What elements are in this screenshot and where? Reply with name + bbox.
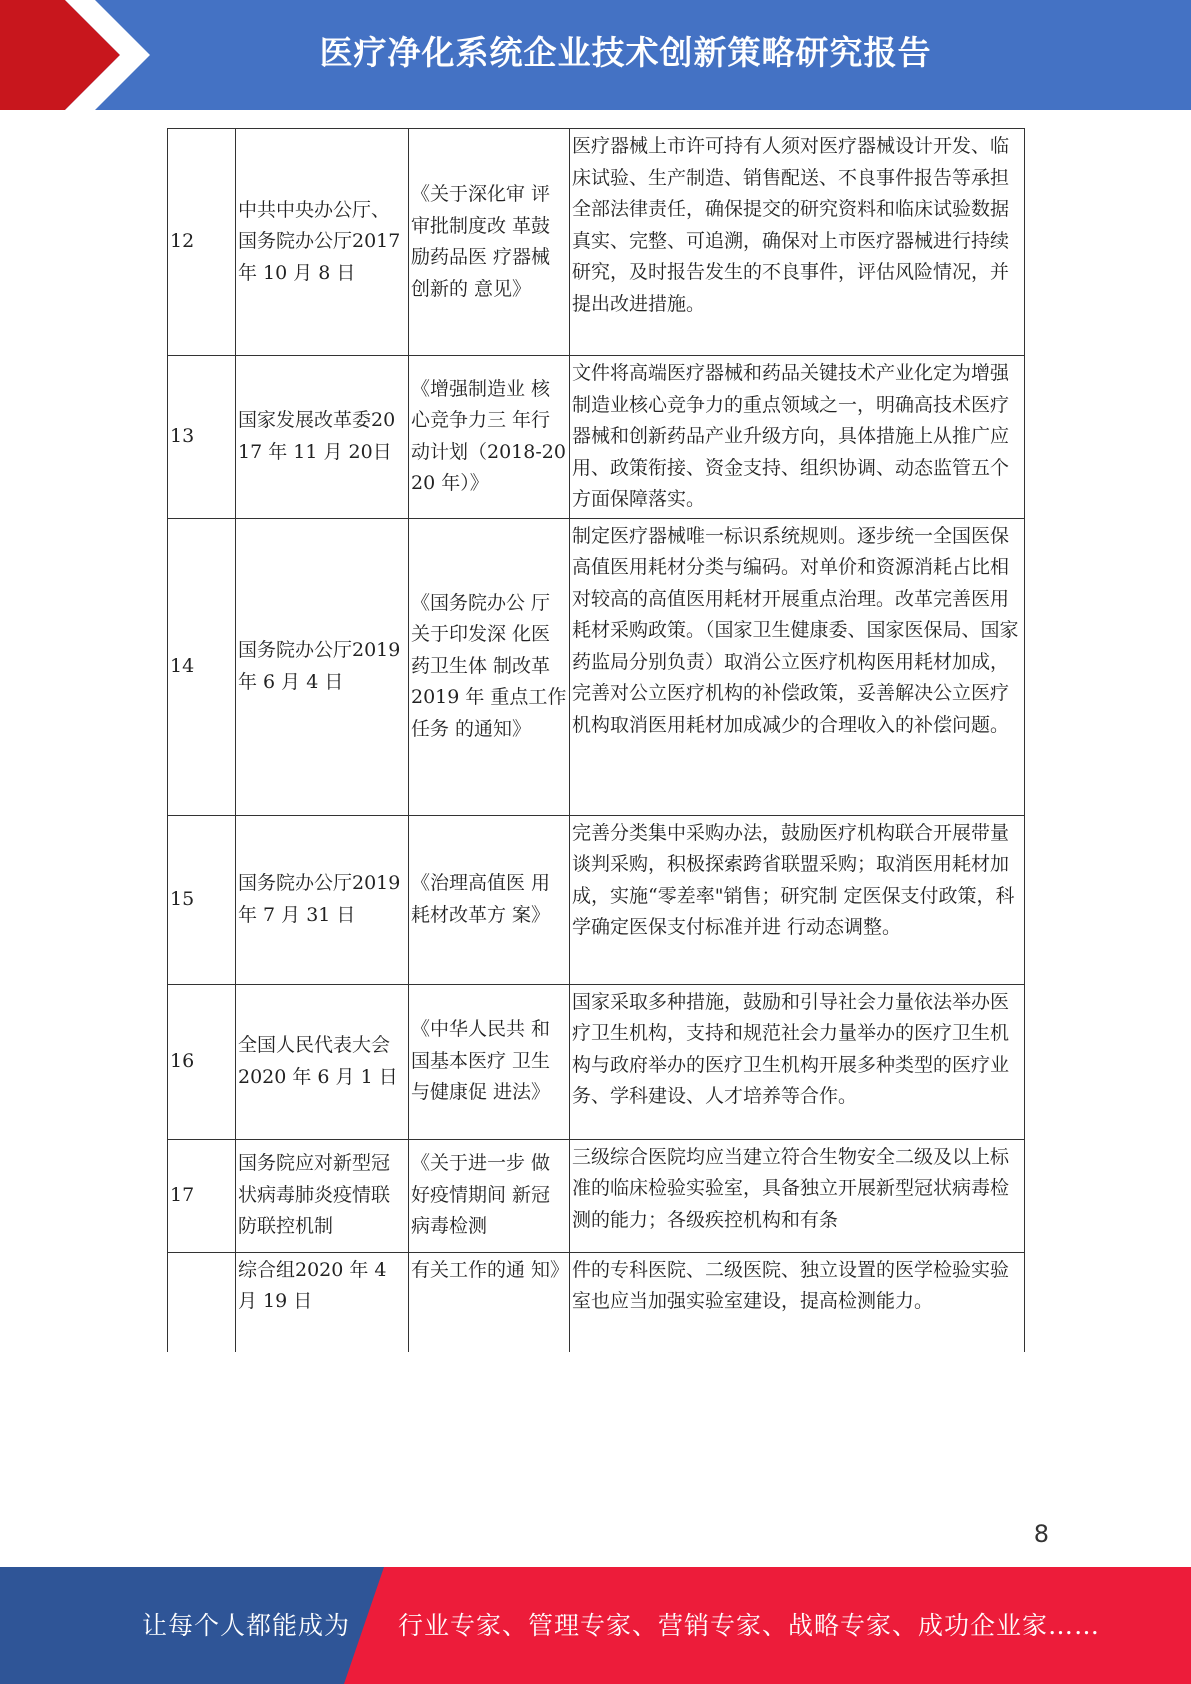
table-row [168, 356, 1025, 519]
issuer-cell: 中共中央办公厅、国务院办公厅2017 年 10 月 8 日 [236, 129, 409, 356]
issuer-cell: 国务院应对新型冠状病毒肺炎疫情联防联控机制 [236, 1139, 409, 1252]
document-cell: 有关工作的通 知》 [409, 1252, 570, 1352]
content-cell: 件的专科医院、二级医院、独立设置的医学检验实验室也应当加强实验室建设，提高检测能力。 [570, 1252, 1025, 1352]
report-title: 医疗净化系统企业技术创新策略研究报告 [319, 33, 932, 72]
table-row [168, 129, 1025, 356]
table-row [168, 1139, 1025, 1252]
content-cell: 国家采取多种措施，鼓励和引导社会力量依法举办医疗卫生机构，支持和规范社会力量举办的医疗卫生机构与政府举办的医疗卫生机构开展多种类型的医疗业务、学科建设、人才培养等合作。 [570, 984, 1025, 1139]
content-cell: 完善分类集中采购办法，鼓励医疗机构联合开展带量谈判采购，积极探索跨省联盟采购；取消医用耗材加成，实施“零差率"销售；研究制 定医保支付政策，科学确定医保支付标准并进 行动态调整。 [570, 815, 1025, 984]
document-cell: 《关于进一步 做好疫情期间 新冠病毒检测 [409, 1139, 570, 1252]
document-cell: 《治理高值医 用耗材改革方 案》 [409, 815, 570, 984]
content-cell: 制定医疗器械唯一标识系统规则。逐步统一全国医保高值医用耗材分类与编码。对单价和资源消耗占比相对较高的高值医用耗材开展重点治理。改革完善医用耗材采购政策。（国家卫生健康委、国家医保局、国家药监局分别负责）取消公立医疗机构医用耗材加成，完善对公立医疗机构的补偿政策，妥善解决公立医疗机构取消医用耗材加成减少的合理收入的补偿问题。 [570, 518, 1025, 815]
document-cell: 《增强制造业 核心竞争力三 年行动计划（2018-2020 年）》 [409, 356, 570, 519]
row-number: 13 [168, 356, 236, 519]
content-cell: 医疗器械上市许可持有人须对医疗器械设计开发、临床试验、生产制造、销售配送、不良事件报告等承担全部法律责任，确保提交的研究资料和临床试验数据真实、完整、可追溯，确保对上市医疗器械进行持续研究，及时报告发生的不良事件，评估风险情况，并提出改进措施。 [570, 129, 1025, 356]
footer-slogan-left: 让每个人都能成为 [142, 1611, 351, 1640]
row-number: 16 [168, 984, 236, 1139]
page-number: 8 [1033, 1520, 1049, 1548]
table-row [168, 1252, 1025, 1352]
table-row [168, 984, 1025, 1139]
table-row [168, 815, 1025, 984]
row-number [168, 1252, 236, 1352]
issuer-cell: 全国人民代表大会 2020 年 6 月 1 日 [236, 984, 409, 1139]
content-cell: 三级综合医院均应当建立符合生物安全二级及以上标准的临床检验实验室，具备独立开展新型冠状病毒检测的能力；各级疾控机构和有条 [570, 1139, 1025, 1252]
issuer-cell: 综合组2020 年 4 月 19 日 [236, 1252, 409, 1352]
table-row [168, 518, 1025, 815]
content-cell: 文件将高端医疗器械和药品关键技术产业化定为增强制造业核心竞争力的重点领域之一，明确高技术医疗器械和创新药品产业升级方向，具体措施上从推广应用、政策衔接、资金支持、组织协调、动态监管五个方面保障落实。 [570, 356, 1025, 519]
issuer-cell: 国务院办公厅2019 年 6 月 4 日 [236, 518, 409, 815]
page-footer [0, 1567, 1191, 1684]
page-header [0, 0, 1191, 110]
row-number: 14 [168, 518, 236, 815]
row-number: 15 [168, 815, 236, 984]
row-number: 12 [168, 129, 236, 356]
issuer-cell: 国务院办公厅2019 年 7 月 31 日 [236, 815, 409, 984]
issuer-cell: 国家发展改革委2017 年 11 月 20日 [236, 356, 409, 519]
row-number: 17 [168, 1139, 236, 1252]
document-cell: 《关于深化审 评审批制度改 革鼓励药品医 疗器械创新的 意见》 [409, 129, 570, 356]
policy-table [167, 128, 1025, 1352]
footer-slogan-right: 行业专家、管理专家、营销专家、战略专家、成功企业家…… [398, 1611, 1101, 1640]
document-cell: 《国务院办公 厅关于印发深 化医药卫生体 制改革 2019 年 重点工作任务 的通知》 [409, 518, 570, 815]
document-cell: 《中华人民共 和国基本医疗 卫生与健康促 进法》 [409, 984, 570, 1139]
